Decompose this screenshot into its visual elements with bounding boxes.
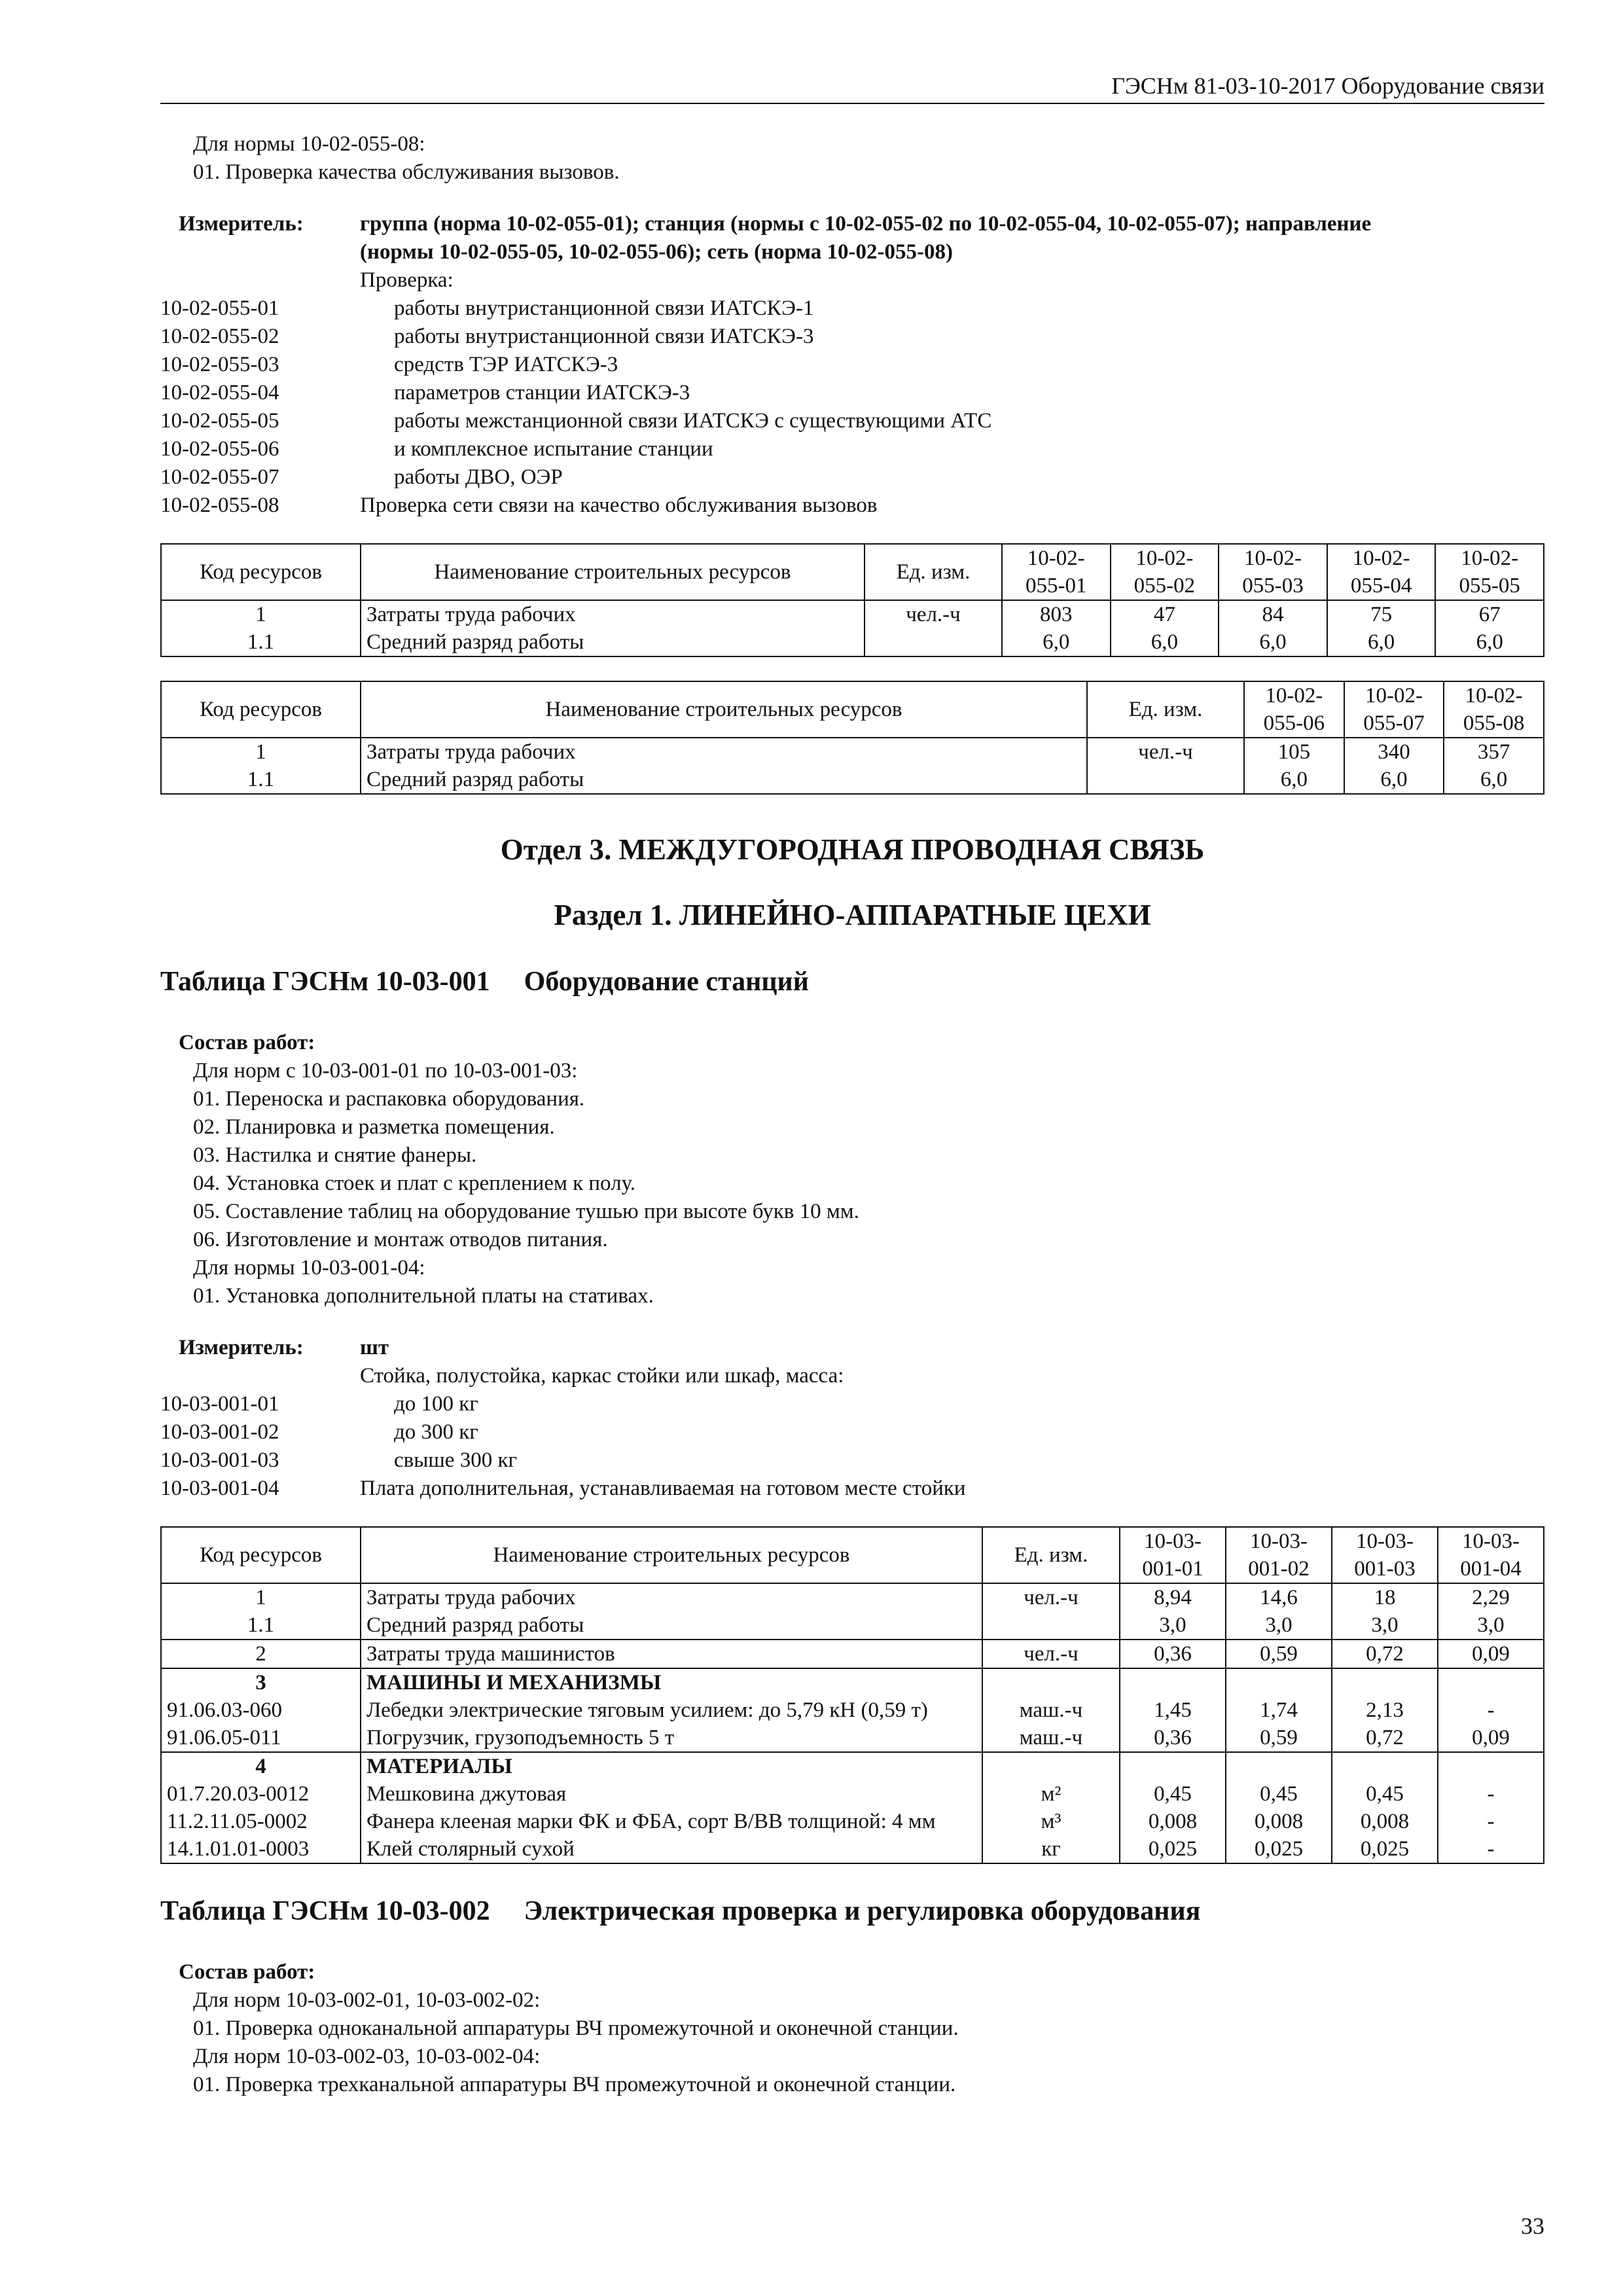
norm-value: 105 [1244, 738, 1344, 766]
resource-name: МАШИНЫ И МЕХАНИЗМЫ [361, 1668, 982, 1696]
work-composition-label: Состав работ: [179, 1960, 315, 1984]
norm-value: 14,6 [1226, 1583, 1332, 1611]
resource-name: Погрузчик, грузоподъемность 5 т [361, 1724, 982, 1752]
table-title-10-03-001 [160, 963, 1544, 1000]
table-code: Таблица ГЭСНм 10-03-002 [160, 1896, 490, 1926]
norm-value [1438, 1668, 1544, 1696]
norm-code: 10-03-001-03 [160, 1448, 279, 1472]
norm-value: 0,59 [1226, 1724, 1332, 1752]
table-row [161, 1583, 1544, 1611]
norm-code-line: 10-02- [1352, 547, 1410, 570]
resource-code: 91.06.05-011 [161, 1724, 361, 1752]
table-row [161, 1611, 1544, 1640]
resource-name: Фанера клееная марки ФК и ФБА, сорт В/ВВ толщиной: 4 мм [361, 1808, 982, 1835]
norm-value: 2,29 [1438, 1583, 1544, 1611]
norm-value: 67 [1435, 600, 1544, 628]
resource-name: Клей столярный сухой [361, 1835, 982, 1863]
norm-description: до 300 кг [394, 1420, 478, 1444]
resource-code: 4 [161, 1752, 361, 1780]
norm-code-line: 10-02- [1465, 684, 1523, 708]
work-line: 01. Проверка одноканальной аппаратуры ВЧ промежуточной и оконечной станции. [193, 2017, 959, 2040]
norm-value: 8,94 [1120, 1583, 1226, 1611]
norm-value [1226, 1752, 1332, 1780]
norm-code: 10-02-055-06 [160, 437, 279, 461]
col-header-norm [1111, 544, 1219, 600]
col-header-norm [1120, 1527, 1226, 1583]
work-line: 04. Установка стоек и плат с креплением к полу. [193, 1172, 636, 1195]
norm-value: 0,45 [1120, 1780, 1226, 1808]
norm-code-line: 10-03- [1144, 1530, 1202, 1553]
norm-code: 10-02-055-03 [160, 353, 279, 376]
norm-value: 6,0 [1002, 628, 1111, 656]
resource-code: 2 [161, 1640, 361, 1668]
document-page [160, 72, 1544, 2099]
norm-value [1332, 1752, 1438, 1780]
col-header-norm [1344, 681, 1444, 738]
col-header-norm [1226, 1527, 1332, 1583]
col-header-norm [1219, 544, 1327, 600]
col-header-norm [1327, 544, 1436, 600]
resource-code: 1 [161, 1583, 361, 1611]
norm-value: 0,45 [1332, 1780, 1438, 1808]
norm-code-line: 001-04 [1460, 1557, 1522, 1581]
resource-table-3 [160, 1526, 1544, 1864]
norm-code: 10-02-055-08 [160, 493, 279, 517]
table-row [161, 1640, 1544, 1668]
norm-value: 6,0 [1444, 766, 1544, 794]
work-line: Для нормы 10-02-055-08: [193, 132, 425, 156]
norm-value: 0,025 [1120, 1835, 1226, 1863]
resource-unit [982, 1668, 1120, 1696]
table-row [161, 1752, 1544, 1780]
norm-value: 0,008 [1120, 1808, 1226, 1835]
work-composition-label: Состав работ: [179, 1031, 315, 1054]
norm-description: средств ТЭР ИАТСКЭ-3 [394, 353, 618, 376]
norm-value: 0,36 [1120, 1724, 1226, 1752]
work-line: Для нормы 10-03-001-04: [193, 1256, 425, 1280]
col-header-unit: Ед. изм. [982, 1527, 1120, 1583]
resource-name: Средний разряд работы [361, 766, 1087, 794]
resource-name: Средний разряд работы [361, 628, 865, 656]
norm-value: 0,72 [1332, 1640, 1438, 1668]
norm-code-line: 10-02- [1027, 547, 1085, 570]
norm-description: работы ДВО, ОЭР [394, 465, 563, 489]
resource-unit: м³ [982, 1808, 1120, 1835]
resource-code: 91.06.03-060 [161, 1696, 361, 1724]
norm-value: - [1438, 1835, 1544, 1863]
measure-block-1 [160, 210, 1544, 520]
resource-name: Затраты труда машинистов [361, 1640, 982, 1668]
col-header-code: Код ресурсов [161, 1527, 361, 1583]
norm-code-line: 10-02- [1135, 547, 1194, 570]
work-composition [160, 1029, 1544, 1310]
norm-code: 10-03-001-01 [160, 1392, 279, 1416]
norm-description: Плата дополнительная, устанавливаемая на готовом месте стойки [360, 1477, 966, 1500]
norm-description: свыше 300 кг [394, 1448, 518, 1472]
resource-unit [982, 1611, 1120, 1640]
resource-unit: чел.-ч [982, 1640, 1120, 1668]
norm-value: 0,36 [1120, 1640, 1226, 1668]
resource-code: 1 [161, 738, 361, 766]
resource-unit [982, 1752, 1120, 1780]
norm-code-line: 055-06 [1263, 711, 1325, 735]
measure-unit-text: шт [360, 1336, 389, 1359]
col-header-norm [1444, 681, 1544, 738]
resource-unit [1087, 766, 1244, 794]
work-line: Для норм 10-03-002-03, 10-03-002-04: [193, 2045, 541, 2068]
measure-label: Измеритель: [179, 212, 304, 236]
col-header-code: Код ресурсов [161, 681, 361, 738]
measure-intro: Стойка, полустойка, каркас стойки или шкаф, масса: [360, 1364, 844, 1388]
resource-code: 3 [161, 1668, 361, 1696]
norm-value: 3,0 [1438, 1611, 1544, 1640]
norm-description: работы межстанционной связи ИАТСКЭ с существующими АТС [394, 409, 992, 433]
norm-value [1120, 1752, 1226, 1780]
resource-unit: чел.-ч [1087, 738, 1244, 766]
resource-name: Затраты труда рабочих [361, 738, 1087, 766]
measure-unit-text: группа (норма 10-02-055-01); станция (нормы с 10-02-055-02 по 10-02-055-04, 10-02-055-07); направление [360, 212, 1372, 236]
norm-value: 0,008 [1226, 1808, 1332, 1835]
table-row [161, 1724, 1544, 1752]
col-header-norm [1244, 681, 1344, 738]
table-row [161, 1668, 1544, 1696]
table-row [161, 1696, 1544, 1724]
norm-value: 6,0 [1435, 628, 1544, 656]
resource-unit: маш.-ч [982, 1724, 1120, 1752]
norm-value: 75 [1327, 600, 1436, 628]
work-line: 03. Настилка и снятие фанеры. [193, 1143, 477, 1167]
norm-code-line: 10-02- [1265, 684, 1323, 708]
norm-value: 47 [1111, 600, 1219, 628]
table-code: Таблица ГЭСНм 10-03-001 [160, 967, 490, 997]
work-line: 01. Проверка качества обслуживания вызовов. [193, 160, 620, 184]
norm-value: 84 [1219, 600, 1327, 628]
norm-description: параметров станции ИАТСКЭ-3 [394, 381, 690, 404]
norm-code-line: 10-02- [1243, 547, 1302, 570]
norm-value: 0,59 [1226, 1640, 1332, 1668]
norm-value: 0,008 [1332, 1808, 1438, 1835]
col-header-norm [1332, 1527, 1438, 1583]
resource-unit: чел.-ч [982, 1583, 1120, 1611]
work-line: 01. Переноска и распаковка оборудования. [193, 1087, 585, 1111]
norm-value: 6,0 [1219, 628, 1327, 656]
table-row [161, 1780, 1544, 1808]
norm-value: 0,09 [1438, 1640, 1544, 1668]
table-row [161, 1808, 1544, 1835]
norm-code-line: 055-04 [1350, 574, 1412, 598]
col-header-norm [1438, 1527, 1544, 1583]
norm-code-line: 055-02 [1133, 574, 1196, 598]
table-row [161, 1835, 1544, 1863]
resource-table-1 [160, 543, 1544, 657]
resource-unit: чел.-ч [865, 600, 1002, 628]
norm-value: - [1438, 1808, 1544, 1835]
col-header-name: Наименование строительных ресурсов [361, 1527, 982, 1583]
norm-value [1332, 1668, 1438, 1696]
col-header-unit: Ед. изм. [865, 544, 1002, 600]
norm-code: 10-02-055-02 [160, 325, 279, 348]
table-name: Оборудование станций [524, 967, 809, 997]
resource-code: 1.1 [161, 1611, 361, 1640]
resource-name: Мешковина джутовая [361, 1780, 982, 1808]
norm-value: 1,74 [1226, 1696, 1332, 1724]
norm-value: 1,45 [1120, 1696, 1226, 1724]
work-line: 01. Проверка трехканальной аппаратуры ВЧ промежуточной и оконечной станции. [193, 2073, 956, 2096]
norm-description: работы внутристанционной связи ИАТСКЭ-1 [394, 296, 814, 320]
resource-name: Затраты труда рабочих [361, 1583, 982, 1611]
norm-code-line: 001-02 [1248, 1557, 1310, 1581]
norm-value: 6,0 [1344, 766, 1444, 794]
norm-value: - [1438, 1696, 1544, 1724]
norm-value: 0,025 [1226, 1835, 1332, 1863]
norm-value [1120, 1668, 1226, 1696]
norm-value: 357 [1444, 738, 1544, 766]
norm-value: 18 [1332, 1583, 1438, 1611]
measure-label: Измеритель: [179, 1336, 304, 1359]
col-header-name: Наименование строительных ресурсов [361, 544, 865, 600]
norm-value: 3,0 [1332, 1611, 1438, 1640]
resource-unit: м² [982, 1780, 1120, 1808]
norm-code-line: 001-01 [1142, 1557, 1204, 1581]
resource-name: Затраты труда рабочих [361, 600, 865, 628]
measure-intro: Проверка: [360, 268, 454, 292]
work-line: Для норм с 10-03-001-01 по 10-03-001-03: [193, 1059, 578, 1083]
resource-code: 01.7.20.03-0012 [161, 1780, 361, 1808]
norm-code: 10-02-055-01 [160, 296, 279, 320]
norm-value: 0,09 [1438, 1724, 1544, 1752]
work-line: 01. Установка дополнительной платы на стативах. [193, 1284, 654, 1308]
norm-value: 6,0 [1327, 628, 1436, 656]
norm-description: и комплексное испытание станции [394, 437, 713, 461]
work-line: 02. Планировка и разметка помещения. [193, 1115, 555, 1139]
table-row [161, 738, 1544, 766]
resource-code: 11.2.11.05-0002 [161, 1808, 361, 1835]
resource-name: Лебедки электрические тяговым усилием: до 5,79 кН (0,59 т) [361, 1696, 982, 1724]
work-composition-2 [160, 1958, 1544, 2099]
norm-code-line: 10-03- [1462, 1530, 1520, 1553]
norm-code: 10-02-055-07 [160, 465, 279, 489]
norm-description: Проверка сети связи на качество обслуживания вызовов [360, 493, 878, 517]
norm-code-line: 055-05 [1459, 574, 1520, 598]
work-list-top [160, 130, 1544, 187]
resource-code: 1.1 [161, 766, 361, 794]
resource-code: 14.1.01.01-0003 [161, 1835, 361, 1863]
subsection-title: Раздел 1. ЛИНЕЙНО-АППАРАТНЫЕ ЦЕХИ [554, 899, 1151, 931]
norm-code: 10-02-055-05 [160, 409, 279, 433]
norm-value [1438, 1752, 1544, 1780]
norm-code-line: 10-03- [1250, 1530, 1308, 1553]
resource-code: 1 [161, 600, 361, 628]
resource-unit [865, 628, 1002, 656]
norm-value: 0,72 [1332, 1724, 1438, 1752]
col-header-norm [1002, 544, 1111, 600]
norm-value: 3,0 [1120, 1611, 1226, 1640]
work-line: 06. Изготовление и монтаж отводов питания. [193, 1228, 608, 1251]
norm-code: 10-03-001-02 [160, 1420, 279, 1444]
resource-unit: маш.-ч [982, 1696, 1120, 1724]
norm-code-line: 10-03- [1356, 1530, 1414, 1553]
table-name: Электрическая проверка и регулировка оборудования [524, 1896, 1201, 1926]
norm-code-line: 10-02- [1461, 547, 1519, 570]
norm-code-line: 055-07 [1363, 711, 1425, 735]
norm-code: 10-03-001-04 [160, 1477, 279, 1500]
norm-value: 2,13 [1332, 1696, 1438, 1724]
norm-value [1226, 1668, 1332, 1696]
norm-code-line: 055-03 [1242, 574, 1304, 598]
resource-table-2 [160, 681, 1544, 795]
resource-name: Средний разряд работы [361, 1611, 982, 1640]
section-title: Отдел 3. МЕЖДУГОРОДНАЯ ПРОВОДНАЯ СВЯЗЬ [500, 833, 1205, 866]
norm-code-line: 001-03 [1354, 1557, 1416, 1581]
resource-name: МАТЕРИАЛЫ [361, 1752, 982, 1780]
table-row [161, 628, 1544, 656]
norm-value: 803 [1002, 600, 1111, 628]
work-line: Для норм 10-03-002-01, 10-03-002-02: [193, 1988, 541, 2012]
col-header-unit: Ед. изм. [1087, 681, 1244, 738]
measure-block-2 [160, 1334, 1544, 1503]
norm-value: 0,025 [1332, 1835, 1438, 1863]
work-line: 05. Составление таблиц на оборудование тушью при высоте букв 10 мм. [193, 1200, 859, 1223]
resource-unit: кг [982, 1835, 1120, 1863]
norm-value: 0,45 [1226, 1780, 1332, 1808]
table-row [161, 600, 1544, 628]
norm-code-line: 055-01 [1026, 574, 1087, 598]
running-header: ГЭСНм 81-03-10-2017 Оборудование связи [160, 72, 1544, 104]
norm-description: работы внутристанционной связи ИАТСКЭ-3 [394, 325, 814, 348]
norm-code-line: 055-08 [1463, 711, 1525, 735]
norm-code-line: 10-02- [1364, 684, 1423, 708]
page-number: 33 [1521, 2213, 1544, 2239]
resource-code: 1.1 [161, 628, 361, 656]
measure-unit-text: (нормы 10-02-055-05, 10-02-055-06); сеть (норма 10-02-055-08) [360, 240, 953, 264]
norm-value: 6,0 [1111, 628, 1219, 656]
table-row [161, 766, 1544, 794]
col-header-norm [1435, 544, 1544, 600]
norm-value: 6,0 [1244, 766, 1344, 794]
table-title-10-03-002 [160, 1893, 1544, 1929]
col-header-name: Наименование строительных ресурсов [361, 681, 1087, 738]
norm-value: 340 [1344, 738, 1444, 766]
norm-code: 10-02-055-04 [160, 381, 279, 404]
norm-description: до 100 кг [394, 1392, 478, 1416]
norm-value: 3,0 [1226, 1611, 1332, 1640]
col-header-code: Код ресурсов [161, 544, 361, 600]
norm-value: - [1438, 1780, 1544, 1808]
